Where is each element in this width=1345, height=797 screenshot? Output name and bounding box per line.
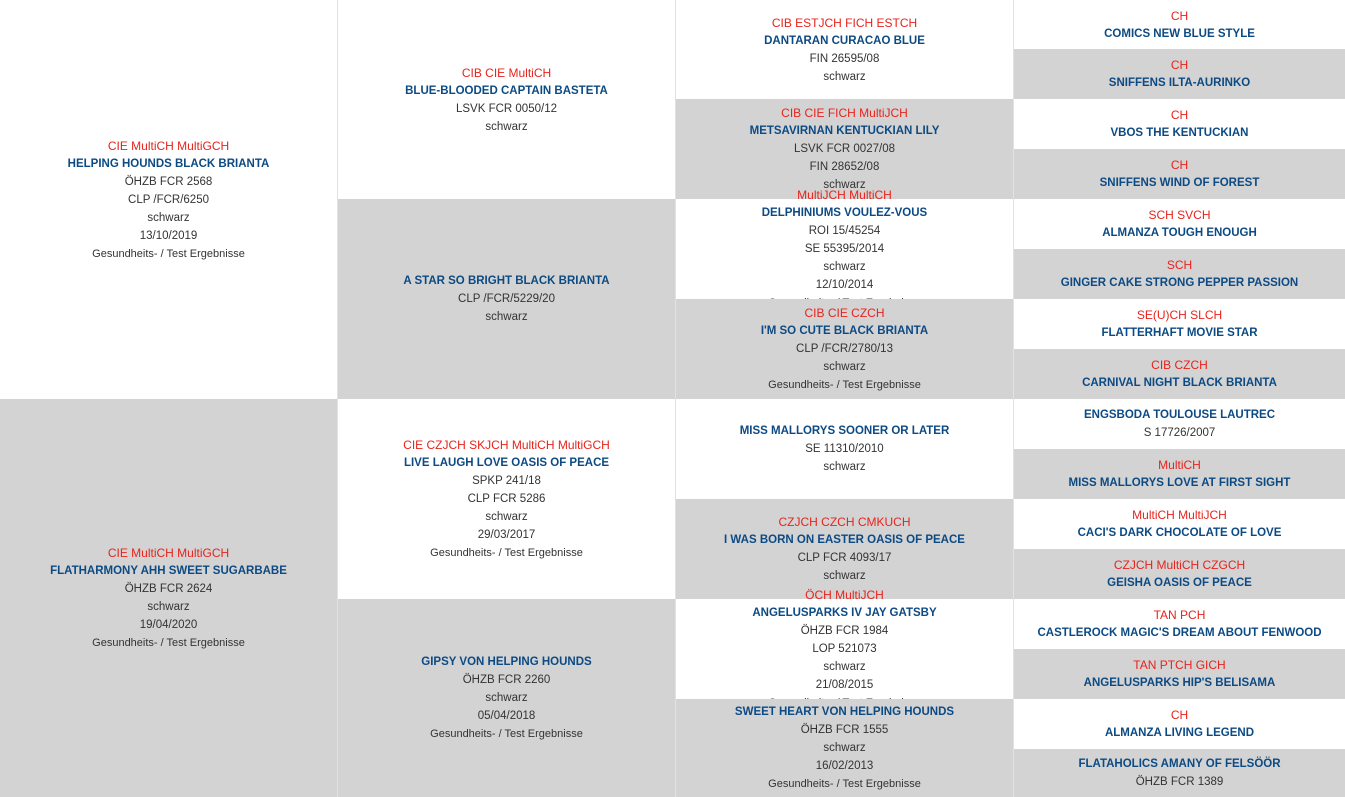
dog-name[interactable] bbox=[752, 604, 936, 622]
dog-name-link[interactable]: VBOS THE KENTUCKIAN bbox=[1110, 127, 1249, 139]
dog-name-link[interactable]: I WAS BORN ON EASTER OASIS OF PEACE bbox=[724, 534, 965, 546]
great-grandparent-cell bbox=[675, 299, 1013, 399]
dog-name-link[interactable]: SNIFFENS ILTA-AURINKO bbox=[1108, 77, 1251, 89]
dog-name-link[interactable]: CACI'S DARK CHOCOLATE OF LOVE bbox=[1077, 527, 1282, 539]
registration-number: FIN 28652/08 bbox=[809, 161, 880, 173]
dog-titles: CH bbox=[1170, 158, 1189, 172]
dog-titles: MultiJCH MultiCH bbox=[797, 188, 892, 202]
dog-name[interactable] bbox=[1084, 406, 1275, 424]
great-grandparent-cell bbox=[675, 399, 1013, 499]
dog-name-link[interactable]: I'M SO CUTE BLACK BRIANTA bbox=[760, 325, 929, 337]
registration-number: ÖHZB FCR 2624 bbox=[124, 583, 213, 595]
health-results-link[interactable] bbox=[768, 376, 921, 394]
registration-number: ROI 15/45254 bbox=[808, 225, 881, 237]
registration-number: CLP FCR 5286 bbox=[467, 493, 546, 505]
dog-name[interactable] bbox=[1104, 25, 1255, 43]
registration-number: ÖHZB FCR 2568 bbox=[124, 175, 213, 188]
dog-name-link[interactable]: A STAR SO BRIGHT BLACK BRIANTA bbox=[403, 275, 610, 287]
registration-number: LSVK FCR 0050/12 bbox=[455, 102, 557, 115]
birth-date: 12/10/2014 bbox=[815, 279, 874, 291]
dog-name-link[interactable]: LIVE LAUGH LOVE OASIS OF PEACE bbox=[403, 457, 610, 469]
coat-color: schwarz bbox=[823, 70, 866, 83]
registration-number: ÖHZB FCR 2260 bbox=[462, 674, 551, 686]
registration-number: ÖHZB FCR 1389 bbox=[1135, 776, 1224, 788]
ancestor-cell bbox=[1013, 99, 1345, 149]
ancestor-cell bbox=[1013, 199, 1345, 249]
dog-titles: CIE MultiCH MultiGCH bbox=[107, 546, 230, 560]
registration-number: CLP /FCR/6250 bbox=[128, 193, 209, 206]
dog-name-link[interactable]: ANGELUSPARKS IV JAY GATSBY bbox=[752, 607, 937, 619]
coat-color: schwarz bbox=[485, 692, 528, 704]
dog-name[interactable] bbox=[1102, 224, 1257, 242]
dog-name[interactable] bbox=[762, 204, 927, 222]
dog-name[interactable] bbox=[740, 422, 950, 440]
dog-name[interactable] bbox=[764, 32, 925, 50]
grandparent-cell bbox=[337, 0, 675, 199]
dog-titles: CIB CIE FICH MultiJCH bbox=[781, 106, 908, 120]
dog-name-link[interactable]: DANTARAN CURACAO BLUE bbox=[764, 34, 925, 47]
dog-name[interactable] bbox=[1110, 124, 1248, 142]
ancestor-cell bbox=[1013, 249, 1345, 299]
dog-name-link[interactable]: SNIFFENS WIND OF FOREST bbox=[1099, 177, 1260, 189]
coat-color: schwarz bbox=[485, 511, 528, 523]
dog-titles: CIB CIE CZCH bbox=[804, 306, 885, 320]
dog-name[interactable] bbox=[750, 122, 940, 140]
dog-titles: MultiCH bbox=[1158, 458, 1201, 472]
dog-name-link[interactable]: FLATAHOLICS AMANY OF FELSÖÖR bbox=[1078, 758, 1281, 770]
dog-titles: SCH bbox=[1166, 258, 1193, 272]
dog-name[interactable] bbox=[1109, 74, 1250, 92]
registration-number: ÖHZB FCR 1555 bbox=[800, 724, 889, 736]
dog-titles: CIB CZCH bbox=[1151, 358, 1208, 372]
dog-titles: SE(U)CH SLCH bbox=[1136, 308, 1223, 322]
registration-number: S 17726/2007 bbox=[1143, 427, 1216, 439]
health-results-link-text[interactable]: Gesundheits- / Test Ergebnisse bbox=[430, 728, 583, 740]
dog-titles: CIE MultiCH MultiGCH bbox=[107, 138, 230, 153]
dog-titles: SCH SVCH bbox=[1148, 208, 1211, 222]
great-grandparent-cell bbox=[675, 0, 1013, 99]
dog-name-link[interactable]: ALMANZA TOUGH ENOUGH bbox=[1102, 227, 1257, 239]
birth-date: 13/10/2019 bbox=[139, 229, 198, 242]
dog-name[interactable] bbox=[421, 653, 591, 671]
dog-name-link[interactable]: GINGER CAKE STRONG PEPPER PASSION bbox=[1060, 277, 1299, 289]
dog-name[interactable] bbox=[1069, 474, 1291, 492]
dog-name-link[interactable]: MISS MALLORYS LOVE AT FIRST SIGHT bbox=[1068, 477, 1291, 489]
dog-titles: CZJCH MultiCH CZGCH bbox=[1113, 558, 1246, 572]
grandparent-cell bbox=[337, 399, 675, 599]
health-results-link[interactable] bbox=[92, 634, 245, 652]
birth-date: 19/04/2020 bbox=[139, 619, 198, 631]
dog-titles: TAN PCH bbox=[1153, 608, 1206, 622]
registration-number: CLP FCR 4093/17 bbox=[797, 552, 892, 564]
health-results-link[interactable] bbox=[92, 245, 245, 263]
health-results-link[interactable] bbox=[768, 775, 921, 793]
dog-name-link[interactable]: SWEET HEART VON HELPING HOUNDS bbox=[734, 706, 955, 718]
dog-titles: TAN PTCH GICH bbox=[1133, 658, 1226, 672]
dog-name-link[interactable]: HELPING HOUNDS BLACK BRIANTA bbox=[67, 157, 270, 170]
great-grandparent-cell bbox=[675, 188, 1013, 299]
ancestor-cell bbox=[1013, 749, 1345, 797]
birth-date: 21/08/2015 bbox=[815, 679, 874, 691]
dog-name-link[interactable]: METSAVIRNAN KENTUCKIAN LILY bbox=[749, 125, 940, 137]
dog-name-link[interactable]: COMICS NEW BLUE STYLE bbox=[1104, 27, 1255, 40]
birth-date: 16/02/2013 bbox=[815, 760, 874, 772]
ancestor-cell bbox=[1013, 49, 1345, 99]
ancestor-cell bbox=[1013, 599, 1345, 649]
registration-number: LOP 521073 bbox=[812, 643, 877, 655]
coat-color: schwarz bbox=[823, 742, 866, 754]
sire-cell bbox=[0, 0, 337, 399]
dog-titles: CIB ESTJCH FICH ESTCH bbox=[771, 15, 918, 30]
coat-color: schwarz bbox=[823, 570, 866, 582]
coat-color: schwarz bbox=[485, 120, 528, 133]
coat-color: schwarz bbox=[823, 179, 866, 191]
ancestor-cell bbox=[1013, 299, 1345, 349]
registration-number: SPKP 241/18 bbox=[472, 475, 541, 487]
registration-number: SE 55395/2014 bbox=[804, 243, 885, 255]
ancestor-cell bbox=[1013, 549, 1345, 599]
dog-name-link[interactable]: BLUE-BLOODED CAPTAIN BASTETA bbox=[405, 84, 608, 97]
registration-number: ÖHZB FCR 1984 bbox=[800, 625, 889, 637]
dog-titles: CH bbox=[1170, 708, 1189, 722]
great-grandparent-cell bbox=[675, 699, 1013, 797]
dog-name[interactable] bbox=[1084, 674, 1276, 692]
dog-name-link[interactable]: ALMANZA LIVING LEGEND bbox=[1104, 727, 1255, 739]
coat-color: schwarz bbox=[823, 261, 866, 273]
dog-name-link[interactable]: GIPSY VON HELPING HOUNDS bbox=[421, 656, 592, 668]
birth-date: 05/04/2018 bbox=[477, 710, 536, 722]
dog-name[interactable] bbox=[1061, 274, 1299, 292]
dog-name[interactable] bbox=[1101, 324, 1257, 342]
great-grandparent-cell bbox=[675, 99, 1013, 199]
health-results-link-text[interactable]: Gesundheits- / Test Ergebnisse bbox=[92, 247, 245, 260]
health-results-link-text[interactable]: Gesundheits- / Test Ergebnisse bbox=[430, 547, 583, 559]
dog-name-link[interactable]: GEISHA OASIS OF PEACE bbox=[1107, 577, 1252, 589]
dog-name-link[interactable]: FLATTERHAFT MOVIE STAR bbox=[1101, 327, 1258, 339]
health-results-link-text[interactable]: Gesundheits- / Test Ergebnisse bbox=[92, 637, 245, 649]
ancestor-cell bbox=[1013, 349, 1345, 399]
coat-color: schwarz bbox=[485, 311, 528, 323]
dog-name[interactable] bbox=[724, 531, 965, 549]
ancestor-cell bbox=[1013, 449, 1345, 499]
coat-color: schwarz bbox=[823, 361, 866, 373]
dog-titles: CH bbox=[1170, 58, 1189, 72]
dog-name-link[interactable]: DELPHINIUMS VOULEZ-VOUS bbox=[761, 207, 928, 219]
dog-name-link[interactable]: FLATHARMONY AHH SWEET SUGARBABE bbox=[50, 565, 287, 577]
ancestor-cell bbox=[1013, 499, 1345, 549]
dog-name[interactable] bbox=[404, 454, 609, 472]
dog-titles: CIE CZJCH SKJCH MultiCH MultiGCH bbox=[403, 438, 610, 452]
ancestor-cell bbox=[1013, 399, 1345, 449]
ancestor-cell bbox=[1013, 649, 1345, 699]
health-results-link[interactable] bbox=[430, 725, 583, 743]
health-results-link[interactable] bbox=[430, 544, 583, 562]
coat-color: schwarz bbox=[147, 211, 190, 224]
dam-cell bbox=[0, 399, 337, 797]
dog-name[interactable] bbox=[68, 155, 270, 173]
dog-name[interactable] bbox=[1100, 174, 1260, 192]
registration-number: SE 11310/2010 bbox=[805, 443, 884, 455]
dog-name-link[interactable]: MISS MALLORYS SOONER OR LATER bbox=[739, 425, 950, 437]
great-grandparent-cell bbox=[675, 499, 1013, 599]
ancestor-cell bbox=[1013, 0, 1345, 49]
dog-name-link[interactable]: CASTLEROCK MAGIC'S DREAM ABOUT FENWOOD bbox=[1037, 627, 1322, 639]
registration-number: CLP /FCR/2780/13 bbox=[796, 343, 893, 355]
dog-name[interactable] bbox=[735, 703, 954, 721]
dog-name[interactable] bbox=[50, 562, 287, 580]
dog-name[interactable] bbox=[1107, 574, 1252, 592]
dog-titles: CH bbox=[1170, 108, 1189, 122]
coat-color: schwarz bbox=[147, 601, 190, 613]
birth-date: 29/03/2017 bbox=[477, 529, 536, 541]
ancestor-cell bbox=[1013, 699, 1345, 749]
dog-name[interactable] bbox=[1105, 724, 1254, 742]
dog-titles: CH bbox=[1170, 8, 1189, 23]
dog-name[interactable] bbox=[1078, 755, 1280, 773]
dog-name-link[interactable]: ANGELUSPARKS HIP'S BELISAMA bbox=[1083, 677, 1276, 689]
registration-number: FIN 26595/08 bbox=[809, 52, 880, 65]
dog-name[interactable] bbox=[1082, 374, 1277, 392]
grandparent-cell bbox=[337, 599, 675, 797]
dog-titles: CZJCH CZCH CMKUCH bbox=[778, 515, 911, 529]
dog-name[interactable] bbox=[1078, 524, 1282, 542]
registration-number: LSVK FCR 0027/08 bbox=[793, 143, 895, 155]
coat-color: schwarz bbox=[823, 661, 866, 673]
dog-name-link[interactable]: CARNIVAL NIGHT BLACK BRIANTA bbox=[1082, 377, 1277, 389]
great-grandparent-cell bbox=[675, 588, 1013, 699]
dog-name[interactable] bbox=[1037, 624, 1321, 642]
dog-name-link[interactable]: ENGSBODA TOULOUSE LAUTREC bbox=[1083, 409, 1276, 421]
dog-titles: CIB CIE MultiCH bbox=[461, 65, 552, 80]
registration-number: CLP /FCR/5229/20 bbox=[458, 293, 555, 305]
dog-titles: ÖCH MultiJCH bbox=[805, 588, 884, 602]
dog-titles: MultiCH MultiJCH bbox=[1132, 508, 1227, 522]
grandparent-cell bbox=[337, 199, 675, 399]
health-results-link-text[interactable]: Gesundheits- / Test Ergebnisse bbox=[768, 778, 921, 790]
coat-color: schwarz bbox=[823, 461, 866, 473]
dog-name[interactable] bbox=[403, 272, 609, 290]
health-results-link-text[interactable]: Gesundheits- / Test Ergebnisse bbox=[768, 379, 921, 391]
dog-name[interactable] bbox=[761, 322, 928, 340]
ancestor-cell bbox=[1013, 149, 1345, 199]
dog-name[interactable] bbox=[405, 82, 608, 100]
